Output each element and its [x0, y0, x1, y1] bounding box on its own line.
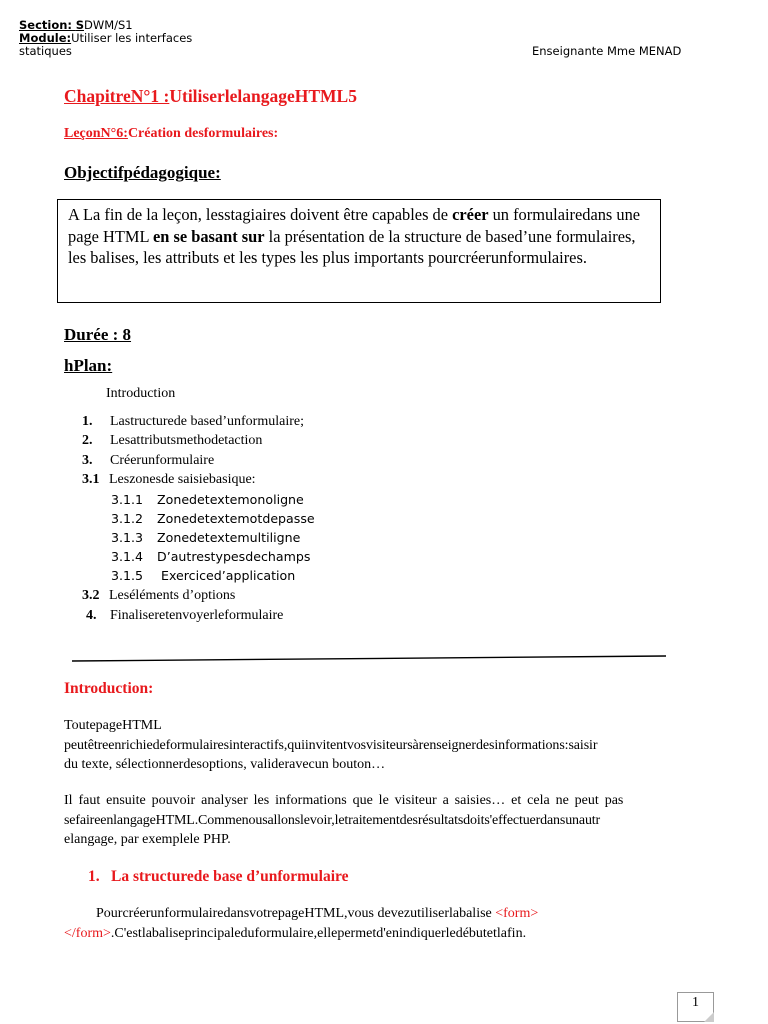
- plan-item: 3.2 Leséléments d’options: [82, 588, 236, 603]
- plan-subitem: 3.1.4 D’autrestypesdechamps: [111, 549, 311, 564]
- introduction-paragraph-1: ToutepageHTML peutêtreenrichiedeformulairesinteractifs,quiinvitentvosvisiteursàrenseignerdesinformations:saisir du texte, sélectionnerdesoptions, valideravecun bouton…: [64, 718, 598, 772]
- plan-item: 1. Lastructurede based’unformulaire;: [82, 414, 304, 429]
- section-1-paragraph: PourcréerunformulairedansvotrepageHTML,vous devezutiliserlabalise <form> </form>.C'estlabaliseprincipaleduformulaire,ellepermetd'enindiquerledébutetlafin.: [64, 906, 539, 941]
- plan-intro: Introduction: [106, 386, 176, 401]
- page-fold-icon: [704, 1012, 714, 1022]
- section-line: Section: SDWM/S1: [19, 18, 133, 32]
- plan-item: 4. Finaliseretenvoyerleformulaire: [86, 608, 284, 623]
- introduction-paragraph-2: Il faut ensuite pouvoir analyser les informations que le visiteur a saisies… et cela ne peut pas sefaireenlangageHTML.Commenousallonslevoir,letraitementdesrésultatsdoits'effectuerdansunautr elangage, par exemplele PHP.: [64, 793, 624, 847]
- plan-subitem: 3.1.3 Zonedetextemultiligne: [111, 530, 301, 545]
- objective-box: A La fin de la leçon, lesstagiaires doivent être capables de créer un formulairedans une page HTML en se basant sur la présentation de la structure de based’une formulaires, les balises, les attributs et les types les plus importants pourcréerunformulaires.: [57, 199, 661, 303]
- teacher-name: Enseignante Mme MENAD: [532, 44, 682, 58]
- objective-heading: Objectifpédagogique:: [64, 163, 221, 182]
- form-tag-open: <form>: [495, 906, 539, 921]
- document-header: [19, 19, 192, 58]
- lesson-title: LeçonN°6:Création desformulaires:: [64, 126, 279, 141]
- plan-subitem: 3.1.1 Zonedetextemonoligne: [111, 492, 304, 507]
- introduction-heading: Introduction:: [64, 680, 154, 697]
- form-tag-close: </form>: [64, 925, 111, 941]
- plan-subitem: 3.1.2 Zonedetextemotdepasse: [111, 511, 315, 526]
- plan-item: 3. Créerunformulaire: [82, 453, 215, 468]
- section-divider: [70, 652, 670, 664]
- plan-item: 2. Lesattributsmethodetaction: [82, 433, 263, 448]
- plan-heading: hPlan:: [64, 356, 113, 375]
- duration: Durée : 8: [64, 325, 132, 344]
- plan-subitem: 3.1.5 Exerciced’application: [111, 568, 296, 583]
- section-1-heading: 1. La structurede base d’unformulaire: [88, 868, 349, 885]
- chapter-title: ChapitreN°1 :UtiliserlelangageHTML5: [64, 86, 357, 106]
- plan-item: 3.1 Leszonesde saisiebasique:: [82, 472, 256, 487]
- module-line-2: statiques: [19, 44, 72, 58]
- page-number: 1: [677, 992, 714, 1022]
- module-line: Module:Utiliser les interfaces: [19, 31, 193, 45]
